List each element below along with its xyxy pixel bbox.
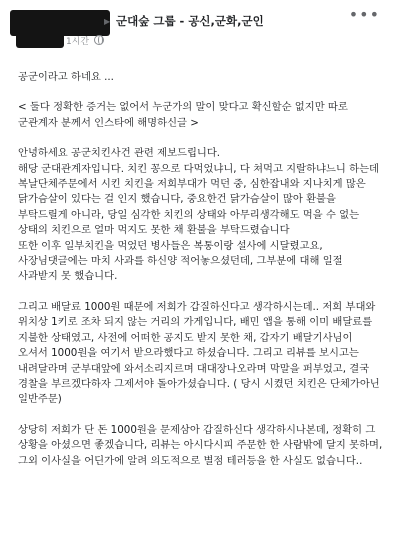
post-body: [18, 70, 384, 469]
post-paragraph-1: 공군이라고 하네요 ...: [18, 71, 114, 83]
post-paragraph-5: 상당히 저희가 단 돈 1000원을 문제삼아 갑질하신다 생각하시나본데, 정확히 그 상황을 아셨으면 좋겠습니다, 리뷰는 아시다시피 주문한 한 사람밖에 달지 못하며, 그외 이사실을 어딘가에 알려 의도적으로 별점 테러등을 한 사실도 없습니다..: [18, 423, 383, 467]
globe-icon: [94, 35, 104, 45]
post-header: [8, 4, 392, 62]
group-name-link[interactable]: 군대숲 그룹 - 공신,군화,군인: [116, 14, 264, 28]
more-options-icon[interactable]: •••: [348, 5, 380, 24]
arrow-right-icon: ▶: [104, 17, 111, 26]
post-paragraph-3: 안녕하세요 공군치킨사건 관련 제보드립니다. 해당 군대관계자입니다. 치킨 꽁으로 다먹었냐니, 다 쳐먹고 지랄하냐느니 하는데 복날단체주문에서 시킨 치킨을 저희부대가 먹던 중, 심한잡내와 지나치게 많은 닭가슴살이 있다는 걸 인지 했습니다, 중요한건 닭가슴살이 많아 환불을 부탁드릴게 아니라, 당일 심각한 치킨의 상태와 아무리생각해도 먹을 수 없는 상태의 치킨으로 얼마 먹지도 못한 채 환불을 부탁드렸습니다 또한 이후 일부치킨을 먹었던 병사들은 복통이랑 설사에 시달렸고요, 사장님댓글에는 마치 사과를 하신양 적어놓으셨던데, 그부분에 대해 일절 사과받지 못 했습니다.: [18, 147, 379, 283]
post-paragraph-2: < 둘다 정확한 증거는 없어서 누군가의 말이 맞다고 확신할순 없지만 따로 군관계자 분께서 인스타에 해명하신글 >: [18, 101, 348, 129]
post-paragraph-4: 그리고 배달료 1000원 때문에 저희가 갑질하신다고 생각하시는데.. 저희 부대와 위치상 1키로 조차 되지 않는 거리의 가게입니다, 배민 앱을 통해 이미 배달료를 지불한 상태였고, 사전에 어떠한 공지도 받지 못한 채, 갑자기 배달기사님이 오셔서 1000원을 여기서 받으라했다고 하셨습니다. 그리고 리뷰를 보시고는 내려달라며 군부대앞에 와서소리지르며 대대장나오라며 막말을 퍼부었고, 결국 경찰을 부르겠다하자 그제서야 돌아가셨습니다. ( 당시 시켰던 치킨은 단체가아닌 일반주문): [18, 300, 380, 406]
redacted-author: [16, 30, 64, 48]
post-time[interactable]: 1시간: [66, 37, 90, 47]
post-card: [8, 0, 392, 544]
